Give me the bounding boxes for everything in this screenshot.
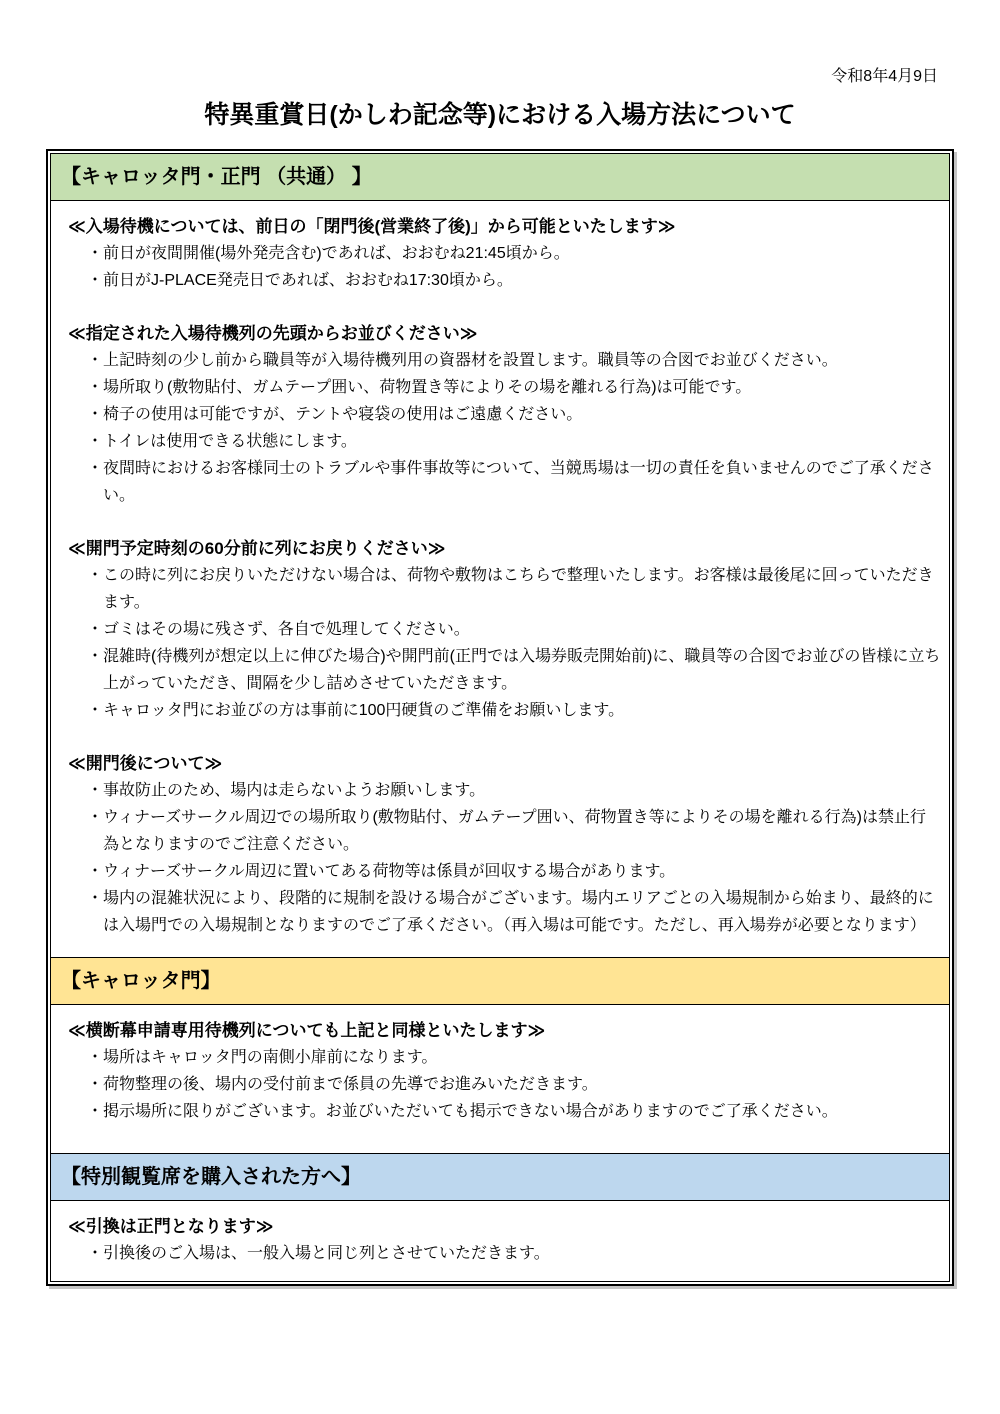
subsection-heading: ≪開門後について≫ <box>68 753 223 773</box>
list-item-text: 上記時刻の少し前から職員等が入場待機列用の資器材を設置します。職員等の合図でお並びください。 <box>103 351 838 369</box>
list-item-text: 場所取り(敷物貼付、ガムテープ囲い、荷物置き等によりその場を離れる行為)は可能です。 <box>103 378 752 396</box>
document-box-inner <box>50 153 950 1282</box>
list-item-text: 前日がJ-PLACE発売日であれば、おおむね17:30頃から。 <box>103 271 513 289</box>
subsection <box>68 535 941 724</box>
list-item <box>68 697 941 724</box>
bullet-icon: ・ <box>87 459 104 477</box>
subsection-heading: ≪開門予定時刻の60分前に列にお戻りください≫ <box>68 538 446 558</box>
list-item <box>68 401 941 428</box>
list-item-text: 事故防止のため、場内は走らないようお願いします。 <box>103 781 486 799</box>
bullet-icon: ・ <box>87 271 104 289</box>
list-item <box>68 267 941 294</box>
document-box <box>46 149 954 1286</box>
list-item-text: トイレは使用できる状態にします。 <box>103 432 357 450</box>
list-item-text: ウィナーズサークル周辺に置いてある荷物等は係員が回収する場合があります。 <box>103 862 676 880</box>
group-content-reserved-seat <box>51 1201 949 1281</box>
list-item-text: 椅子の使用は可能ですが、テントや寝袋の使用はご遠慮ください。 <box>103 405 583 423</box>
list-item <box>68 858 941 885</box>
list-item <box>68 347 941 374</box>
subsection <box>68 750 941 939</box>
page-title: 特異重賞日(かしわ記念等)における入場方法について <box>204 101 796 129</box>
list-item <box>68 1071 941 1098</box>
bullet-icon: ・ <box>87 378 104 396</box>
subsection <box>68 320 941 509</box>
list-item <box>68 1044 941 1071</box>
bullet-icon: ・ <box>87 1102 104 1120</box>
group-content-carrotta-gate <box>51 1005 949 1153</box>
list-item-text: 場内の混雑状況により、段階的に規制を設ける場合がございます。場内エリアごとの入場規制から始まり、最終的には入場門での入場規制となりますのでご了承ください。（再入場は可能です。ただし、再入場券が必要となります） <box>103 889 934 934</box>
list-item-text: 場所はキャロッタ門の南側小扉前になります。 <box>103 1048 438 1066</box>
bullet-icon: ・ <box>87 1048 104 1066</box>
list-item-text: 夜間時におけるお客様同士のトラブルや事件事故等について、当競馬場は一切の責任を負いませんのでご了承ください。 <box>103 459 934 504</box>
list-item-text: 引換後のご入場は、一般入場と同じ列とさせていただきます。 <box>103 1244 550 1262</box>
bullet-icon: ・ <box>87 405 104 423</box>
list-item <box>68 562 941 616</box>
subsection <box>68 1017 941 1125</box>
bullet-icon: ・ <box>87 781 104 799</box>
list-item-text: 混雑時(待機列が想定以上に伸びた場合)や開門前(正門では入場券販売開始前)に、職員等の合図でお並びの皆様に立ち上がっていただき、間隔を少し詰めさせていただきます。 <box>103 647 941 692</box>
bullet-icon: ・ <box>87 1075 104 1093</box>
group-content-common <box>51 201 949 957</box>
bullet-icon: ・ <box>87 566 104 584</box>
list-item <box>68 240 941 267</box>
list-item-text: 掲示場所に限りがございます。お並びいただいても掲示できない場合がありますのでご了承ください。 <box>103 1102 838 1120</box>
subsection-heading: ≪入場待機については、前日の「閉門後(営業終了後)」から可能といたします≫ <box>68 216 676 236</box>
list-item <box>68 777 941 804</box>
bullet-icon: ・ <box>87 889 104 907</box>
list-item-text: ウィナーズサークル周辺での場所取り(敷物貼付、ガムテープ囲い、荷物置き等によりその場を離れる行為)は禁止行為となりますのでご注意ください。 <box>103 808 926 853</box>
group-header-bar-common: 【キャロッタ門・正門 （共通） 】 <box>51 154 949 201</box>
list-item-text: 前日が夜間開催(場外発売含む)であれば、おおむね21:45頃から。 <box>103 244 570 262</box>
bullet-icon: ・ <box>87 351 104 369</box>
subsection-heading: ≪指定された入場待機列の先頭からお並びください≫ <box>68 323 478 343</box>
bullet-icon: ・ <box>87 244 104 262</box>
bullet-icon: ・ <box>87 701 104 719</box>
list-item <box>68 804 941 858</box>
list-item <box>68 643 941 697</box>
group-header-bar-carrotta-gate: 【キャロッタ門】 <box>51 957 949 1005</box>
list-item <box>68 374 941 401</box>
bullet-icon: ・ <box>87 647 104 665</box>
list-item <box>68 1098 941 1125</box>
bullet-icon: ・ <box>87 1244 104 1262</box>
list-item <box>68 1240 941 1267</box>
bullet-icon: ・ <box>87 620 104 638</box>
subsection-heading: ≪引換は正門となります≫ <box>68 1216 274 1236</box>
bullet-icon: ・ <box>87 862 104 880</box>
list-item-text: キャロッタ門にお並びの方は事前に100円硬貨のご準備をお願いします。 <box>103 701 625 719</box>
subsection <box>68 1213 941 1267</box>
bullet-icon: ・ <box>87 808 104 826</box>
list-item-text: ゴミはその場に残さず、各自で処理してください。 <box>103 620 470 638</box>
group-header-bar-reserved-seat: 【特別観覧席を購入された方へ】 <box>51 1153 949 1201</box>
list-item <box>68 455 941 509</box>
list-item-text: この時に列にお戻りいただけない場合は、荷物や敷物はこちらで整理いたします。お客様は最後尾に回っていただきます。 <box>103 566 934 611</box>
list-item <box>68 428 941 455</box>
document-date: 令和8年4月9日 <box>831 68 938 85</box>
list-item <box>68 885 941 939</box>
subsection-heading: ≪横断幕申請専用待機列についても上記と同様といたします≫ <box>68 1020 546 1040</box>
bullet-icon: ・ <box>87 432 104 450</box>
list-item-text: 荷物整理の後、場内の受付前まで係員の先導でお進みいただきます。 <box>103 1075 598 1093</box>
subsection <box>68 213 941 294</box>
list-item <box>68 616 941 643</box>
